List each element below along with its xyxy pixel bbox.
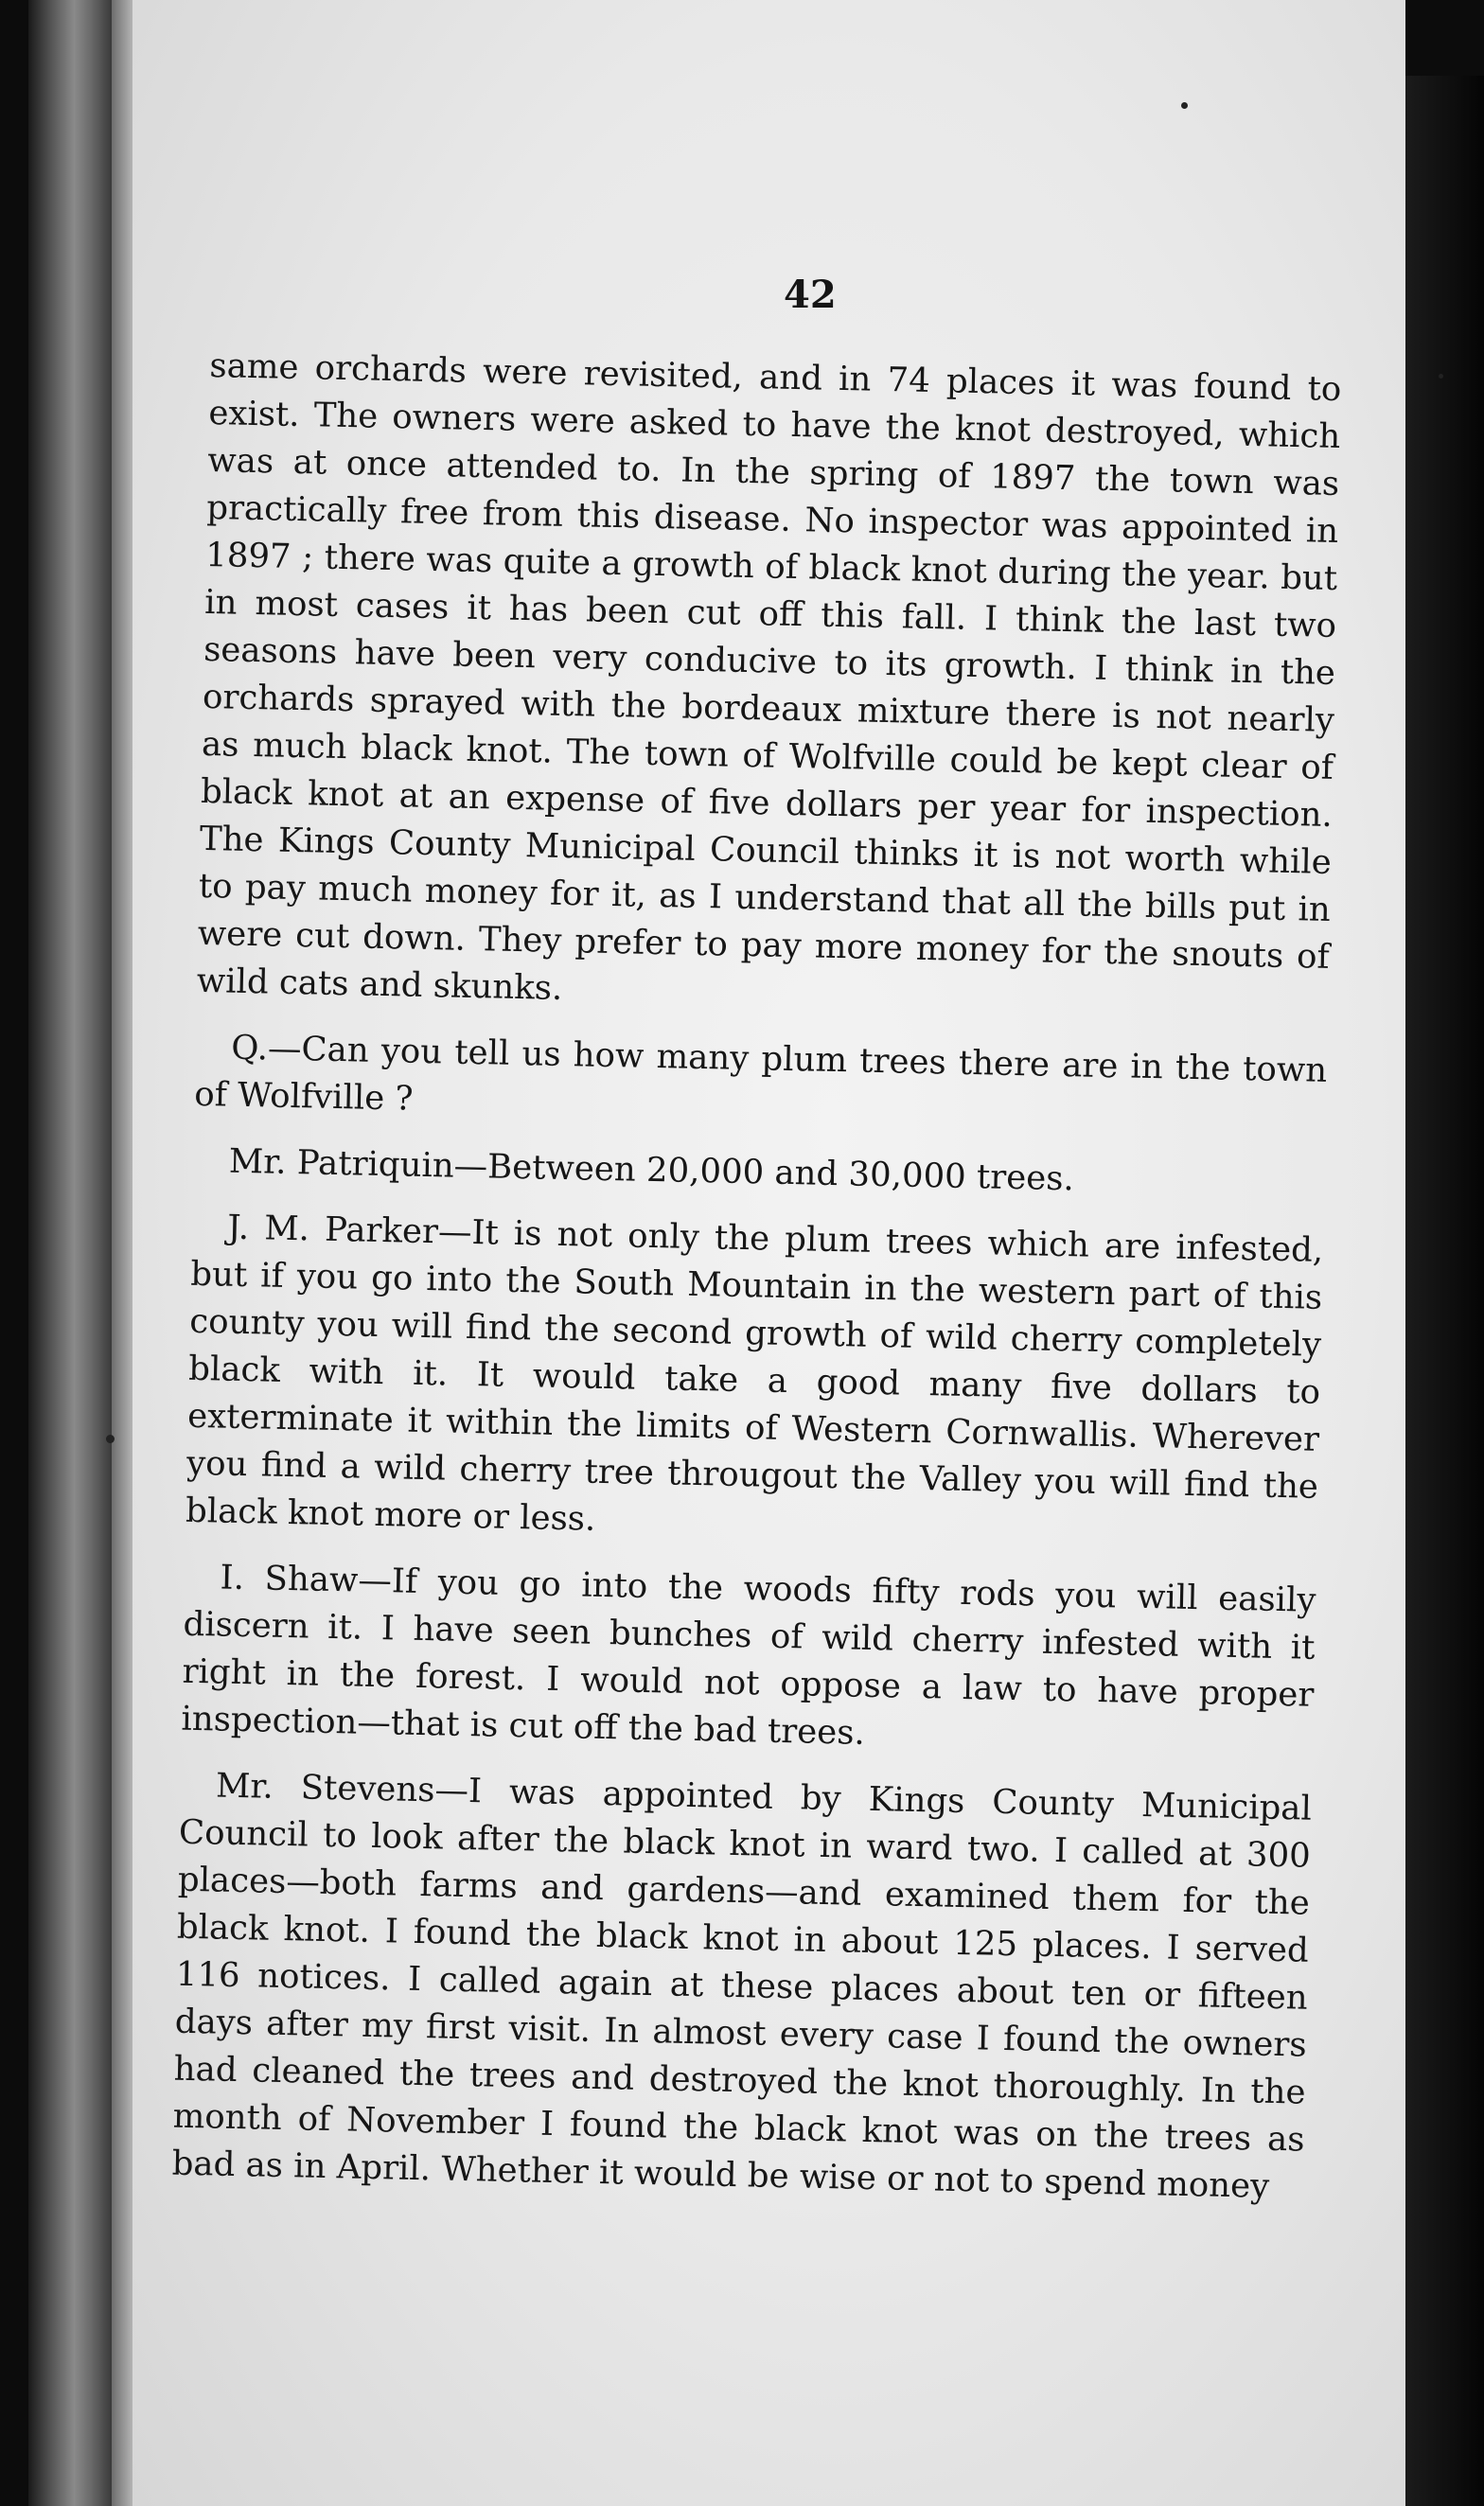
paragraph-question: Q.—Can you tell us how many plum trees there are in the town of Wolfville ?: [193, 1028, 1328, 1119]
dust-speck: [1181, 102, 1188, 109]
page-edge-shadow: [1399, 76, 1484, 2506]
paragraph-parker: J. M. Parker—It is not only the plum trees which are infested, but if you go into the South Mountain in the western part of this county you will find the second growth of wild cherry completely black with it. It would take a good many five dollars to exterminate it within the limits of Western Cornwallis. Wherever you find a wild cherry tree througout the Valley you will find the black knot more or less.: [185, 1208, 1324, 1539]
paragraph-shaw: I. Shaw—If you go into the woods fifty rods you will easily discern it. I have seen bunches of wild cherry infested with it right in the forest. I would not oppose a law to have proper inspection—that is cut off the bad trees.: [181, 1558, 1316, 1753]
book-spine: [28, 0, 112, 2506]
book-gutter: [112, 0, 132, 2506]
dust-speck: [1439, 374, 1443, 379]
dust-speck: [106, 1435, 115, 1443]
paragraph-patriquin: Mr. Patriquin—Between 20,000 and 30,000 trees.: [228, 1141, 1075, 1199]
page-number: 42: [784, 273, 837, 317]
paragraph-stevens: Mr. Stevens—I was appointed by Kings County Municipal Council to look after the black knot in ward two. I called at 300 places—both farms and gardens—and examined them for the black knot. I found the black knot in about 125 places. I served 116 notices. I called again at these places about ten or fifteen days after my first visit. In almost every case I found the owners had cleaned the trees and destroyed the knot thoroughly. In the month of November I found the black knot was on the trees as bad as in April. Whether it would be wise or not to spend money: [171, 1766, 1313, 2206]
paragraph-continuation: same orchards were revisited, and in 74 places it was found to exist. The owners were asked to have the knot destroyed, which was at once attended to. In the spring of 1897 the town was practically free from this disease. No inspector was appointed in 1897 ; there was quite a growth of black knot during the year. but in most cases it has been cut off this fall. I think the last two seasons have been very conducive to its growth. I think in the orchards sprayed with the bordeaux mixture there is not nearly as much black knot. The town of Wolfville could be kept clear of black knot at an expense of five dollars per year for inspection. The Kings County Municipal Council thinks it is not worth while to pay much money for it, as I understand that all the bills put in were cut down. They prefer to pay more money for the snouts of wild cats and skunks.: [196, 345, 1342, 1008]
page-body: [171, 343, 1342, 2231]
